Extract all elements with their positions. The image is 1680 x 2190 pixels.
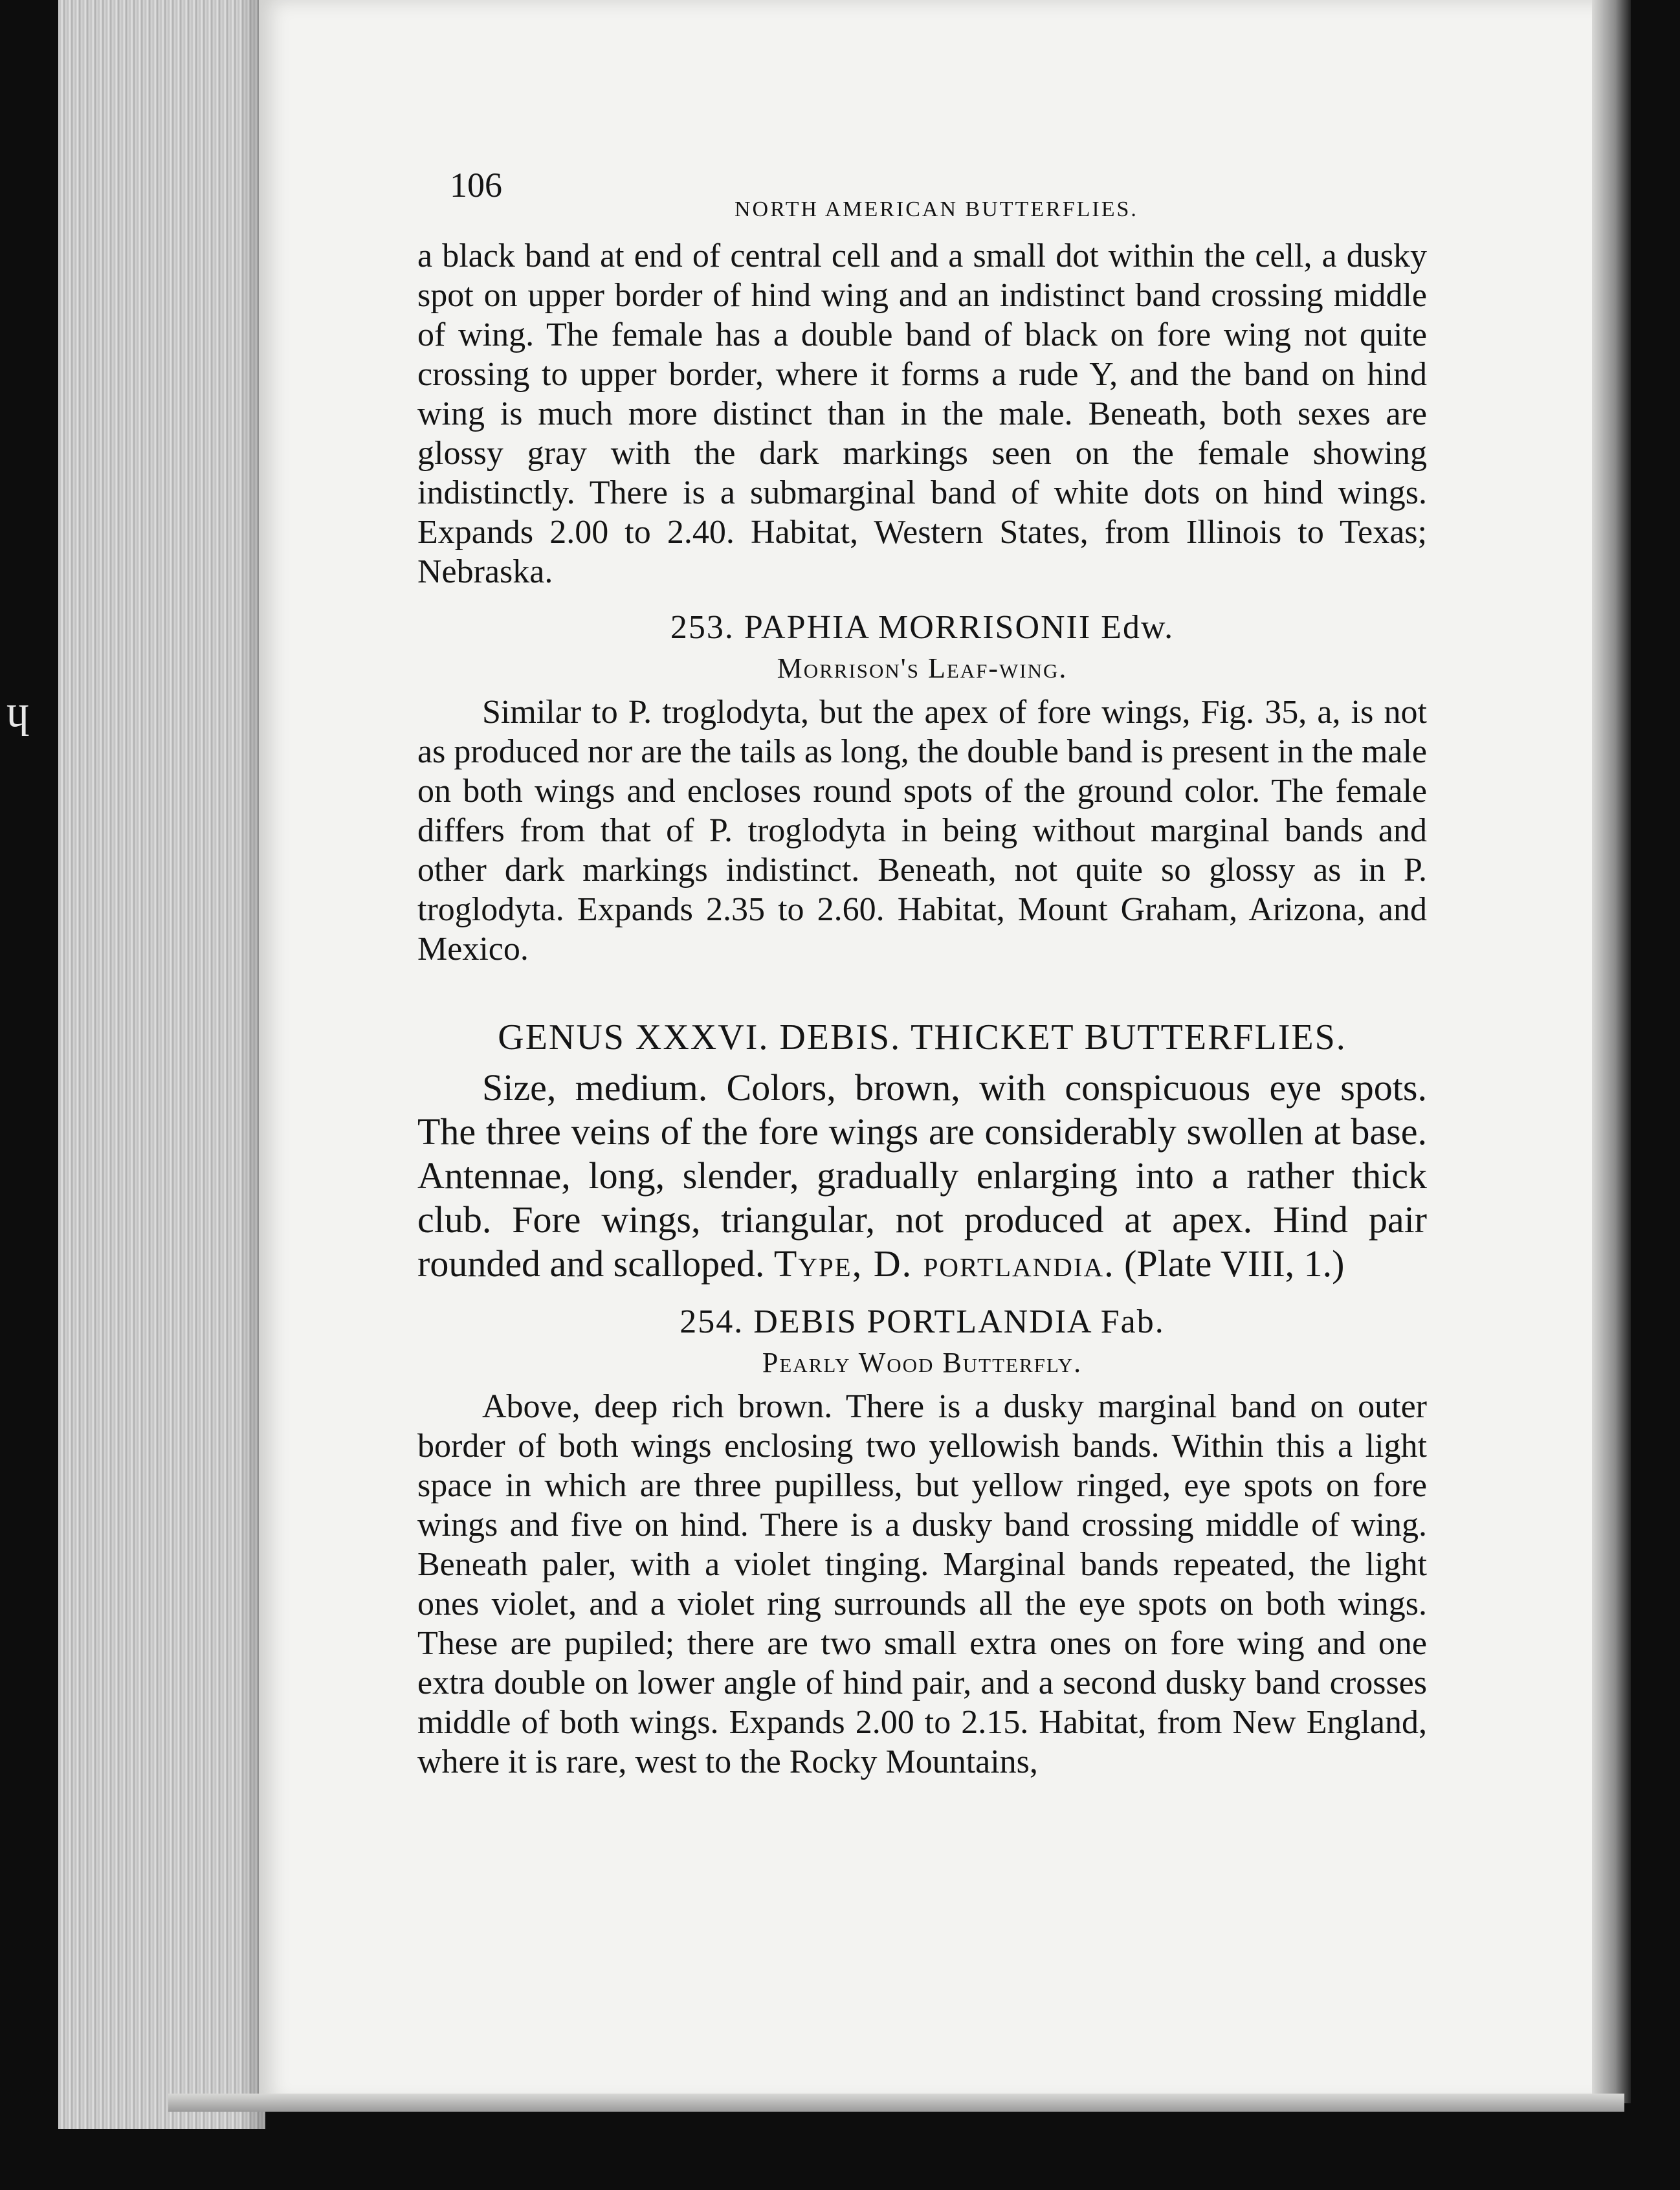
genus-plate-reference: (Plate VIII, 1.) xyxy=(1124,1243,1345,1285)
running-title: NORTH AMERICAN BUTTERFLIES. xyxy=(735,197,1138,221)
page-content xyxy=(417,165,1427,1782)
species-253-title: 253. PAPHIA MORRISONII Edw. xyxy=(670,609,1175,646)
page-number: 106 xyxy=(450,166,502,205)
species-254-title: 254. DEBIS PORTLANDIA Fab. xyxy=(680,1303,1165,1340)
genus-description-text: Size, medium. Colors, brown, with conspicuous eye spots. The three veins of the fore wings are considerably swollen at base. Antennae, long, slender, gradually enlarging into a rather thick club. Fore wings, triangular, not produced at apex. Hind pair rounded and scalloped. xyxy=(417,1067,1427,1285)
page-bottom-edge xyxy=(168,2094,1624,2112)
species-254-description: Above, deep rich brown. There is a dusky marginal band on outer border of both wings enclosing two yellowish bands. Within this a light space in which are three pupilless, but yellow ringed, eye spots on fore wings and five on hind. There is a dusky band crossing middle of wing. Beneath paler, with a violet tinging. Marginal bands repeated, the light ones violet, and a violet ring surrounds all the eye spots on both wings. These are pupiled; there are two small extra ones on fore wing and one extra double on lower angle of hind pair, and a second dusky band crosses middle of both wings. Expands 2.00 to 2.15. Habitat, from New England, where it is rare, west to the Rocky Mountains, xyxy=(417,1388,1427,1780)
genus-description xyxy=(417,1066,1427,1286)
intro-paragraph: a black band at end of central cell and a small dot within the cell, a dusky spot on upper border of hind wing and an indistinct band crossing middle of wing. The female has a double band of black on fore wing not quite crossing to upper border, where it forms a rude Y, and the band on hind wing is much more distinct than in the male. Beneath, both sexes are glossy gray with the dark markings seen on the female showing indistinctly. There is a submarginal band of white dots on hind wings. Expands 2.00 to 2.40. Habitat, Western States, from Illinois to Texas; Nebraska. xyxy=(417,238,1427,590)
margin-mark: ɥ xyxy=(6,687,29,736)
species-254-common-name: Pearly Wood Butterfly. xyxy=(762,1347,1083,1378)
species-253-description: Similar to P. troglodyta, but the apex of fore wings, Fig. 35, a, is not as produced nor are the tails as long, the double band is present in the male on both wings and encloses round spots of the ground color. The female differs from that of P. troglodyta in being without marginal bands and other dark markings indistinct. Beneath, not quite so glossy as in P. troglodyta. Expands 2.35 to 2.60. Habitat, Mount Graham, Arizona, and Mexico. xyxy=(417,694,1427,968)
book-page-edges xyxy=(58,0,265,2129)
species-253-common-name: Morrison's Leaf-wing. xyxy=(777,652,1068,684)
page-right-edge xyxy=(1592,0,1631,2103)
running-head xyxy=(417,165,1427,236)
genus-title: GENUS XXXVI. DEBIS. THICKET BUTTERFLIES. xyxy=(498,1017,1347,1057)
genus-type-label: Type, D. portlandia. xyxy=(773,1243,1115,1285)
